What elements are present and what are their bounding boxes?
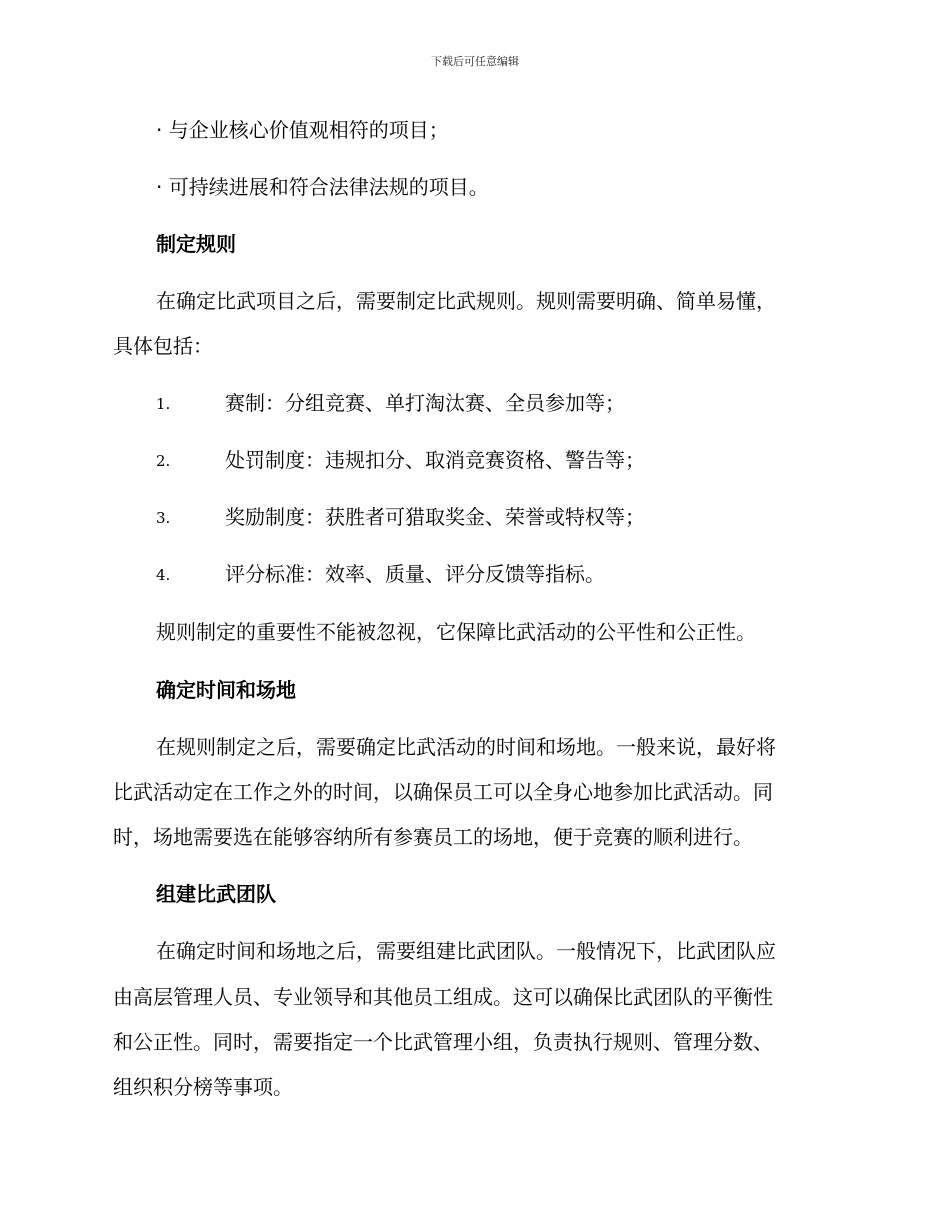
paragraph-line: 由高层管理人员、专业领导和其他员工组成。这可以确保比武团队的平衡性 xyxy=(113,985,773,1009)
paragraph-line: 和公正性。同时，需要指定一个比武管理小组，负责执行规则、管理分数、 xyxy=(113,1030,773,1054)
list-text: 奖励制度：获胜者可猎取奖金、荣誉或特权等； xyxy=(225,505,645,529)
section-heading-rules: 制定规则 xyxy=(156,232,236,256)
list-number: 1. xyxy=(156,395,171,413)
list-text: 处罚制度：违规扣分、取消竞赛资格、警告等； xyxy=(225,448,645,472)
paragraph-line: 规则制定的重要性不能被忽视，它保障比武活动的公平性和公正性。 xyxy=(156,620,756,644)
paragraph-line: 在规则制定之后，需要确定比武活动的时间和场地。一般来说，最好将 xyxy=(156,735,776,759)
page-header: 下载后可任意编辑 xyxy=(431,55,519,68)
list-number: 2. xyxy=(156,452,171,470)
paragraph-line: 在确定时间和场地之后，需要组建比武团队。一般情况下，比武团队应 xyxy=(156,939,776,963)
bullet-item-2: · 可持续进展和符合法律法规的项目。 xyxy=(156,175,489,199)
paragraph-line: 时，场地需要选在能够容纳所有参赛员工的场地，便于竞赛的顺利进行。 xyxy=(113,825,753,849)
list-number: 3. xyxy=(156,509,171,527)
section-heading-team: 组建比武团队 xyxy=(156,882,276,906)
section-heading-time: 确定时间和场地 xyxy=(156,678,296,702)
list-number: 4. xyxy=(156,566,171,584)
paragraph-line: 比武活动定在工作之外的时间，以确保员工可以全身心地参加比武活动。同 xyxy=(113,780,773,804)
bullet-item-1: · 与企业核心价值观相符的项目； xyxy=(156,118,449,142)
list-text: 评分标准：效率、质量、评分反馈等指标。 xyxy=(225,562,605,586)
paragraph-line: 具体包括： xyxy=(113,334,213,358)
list-text: 赛制：分组竞赛、单打淘汰赛、全员参加等； xyxy=(225,391,625,415)
paragraph-line: 组织积分榜等事项。 xyxy=(113,1075,293,1099)
paragraph-line: 在确定比武项目之后，需要制定比武规则。规则需要明确、简单易懂， xyxy=(156,289,776,313)
